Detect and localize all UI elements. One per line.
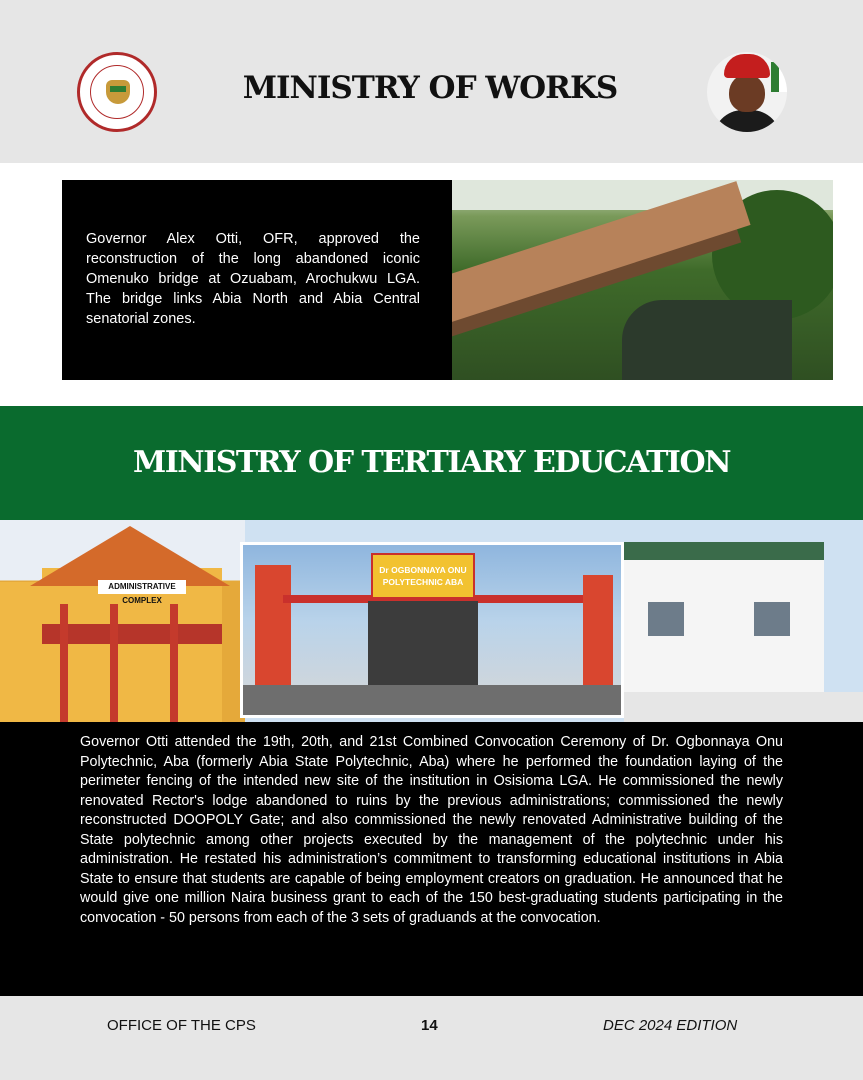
gate-sign: Dr OGBONNAYA ONU POLYTECHNIC ABA bbox=[371, 553, 475, 599]
admin-complex-sign: ADMINISTRATIVE COMPLEX bbox=[98, 580, 186, 594]
education-description: Governor Otti attended the 19th, 20th, and 21st Combined Convocation Ceremony of Dr. Ogbonnaya Onu Polytechnic, Aba (formerly Abia State Polytechnic, Aba) where he performed the foundation laying of the perimeter fencing of the intended new site of the institution in Osisioma LGA. He commissioned the newly renovated Rector's lodge abandoned to ruins by the previous administrations; commissioned the newly reconstructed DOOPOLY Gate; and also commissioned the newly renovated Administrative building of the State polytechnic among other projects executed by the management of the polytechnic under his administration. He restated his administration’s commitment to transforming educational institutions in Abia State to ensure that students are capable of being employment creators on graduation. He announced that he would give one million Naira business grant to each of the 150 best-graduating students participating in the convocation - 50 persons from each of the 3 sets of graduands at the convocation. bbox=[80, 734, 783, 926]
abia-seal-icon bbox=[77, 52, 157, 132]
works-description: Governor Alex Otti, OFR, approved the reconstruction of the long abandoned iconic Omenuko bridge at Ozuabam, Arochukwu LGA. The bridge links Abia North and Abia Central senatorial zones. bbox=[86, 231, 420, 327]
footer-office: OFFICE OF THE CPS bbox=[107, 1017, 256, 1034]
works-section bbox=[62, 180, 833, 380]
bridge-photo bbox=[452, 180, 833, 380]
polytechnic-photo-collage bbox=[0, 520, 863, 722]
governor-portrait-icon bbox=[707, 52, 787, 132]
page-number: 14 bbox=[421, 1017, 438, 1034]
polytechnic-gate-photo bbox=[240, 542, 624, 718]
page-header bbox=[0, 0, 863, 163]
education-section bbox=[0, 722, 863, 996]
ministry-of-works-title: MINISTRY OF WORKS bbox=[242, 70, 618, 106]
page-footer bbox=[0, 996, 863, 1080]
administrative-complex-photo bbox=[0, 520, 245, 722]
ministry-of-tertiary-education-title: MINISTRY OF TERTIARY EDUCATION bbox=[133, 445, 730, 480]
footer-edition: DEC 2024 EDITION bbox=[603, 1017, 738, 1034]
